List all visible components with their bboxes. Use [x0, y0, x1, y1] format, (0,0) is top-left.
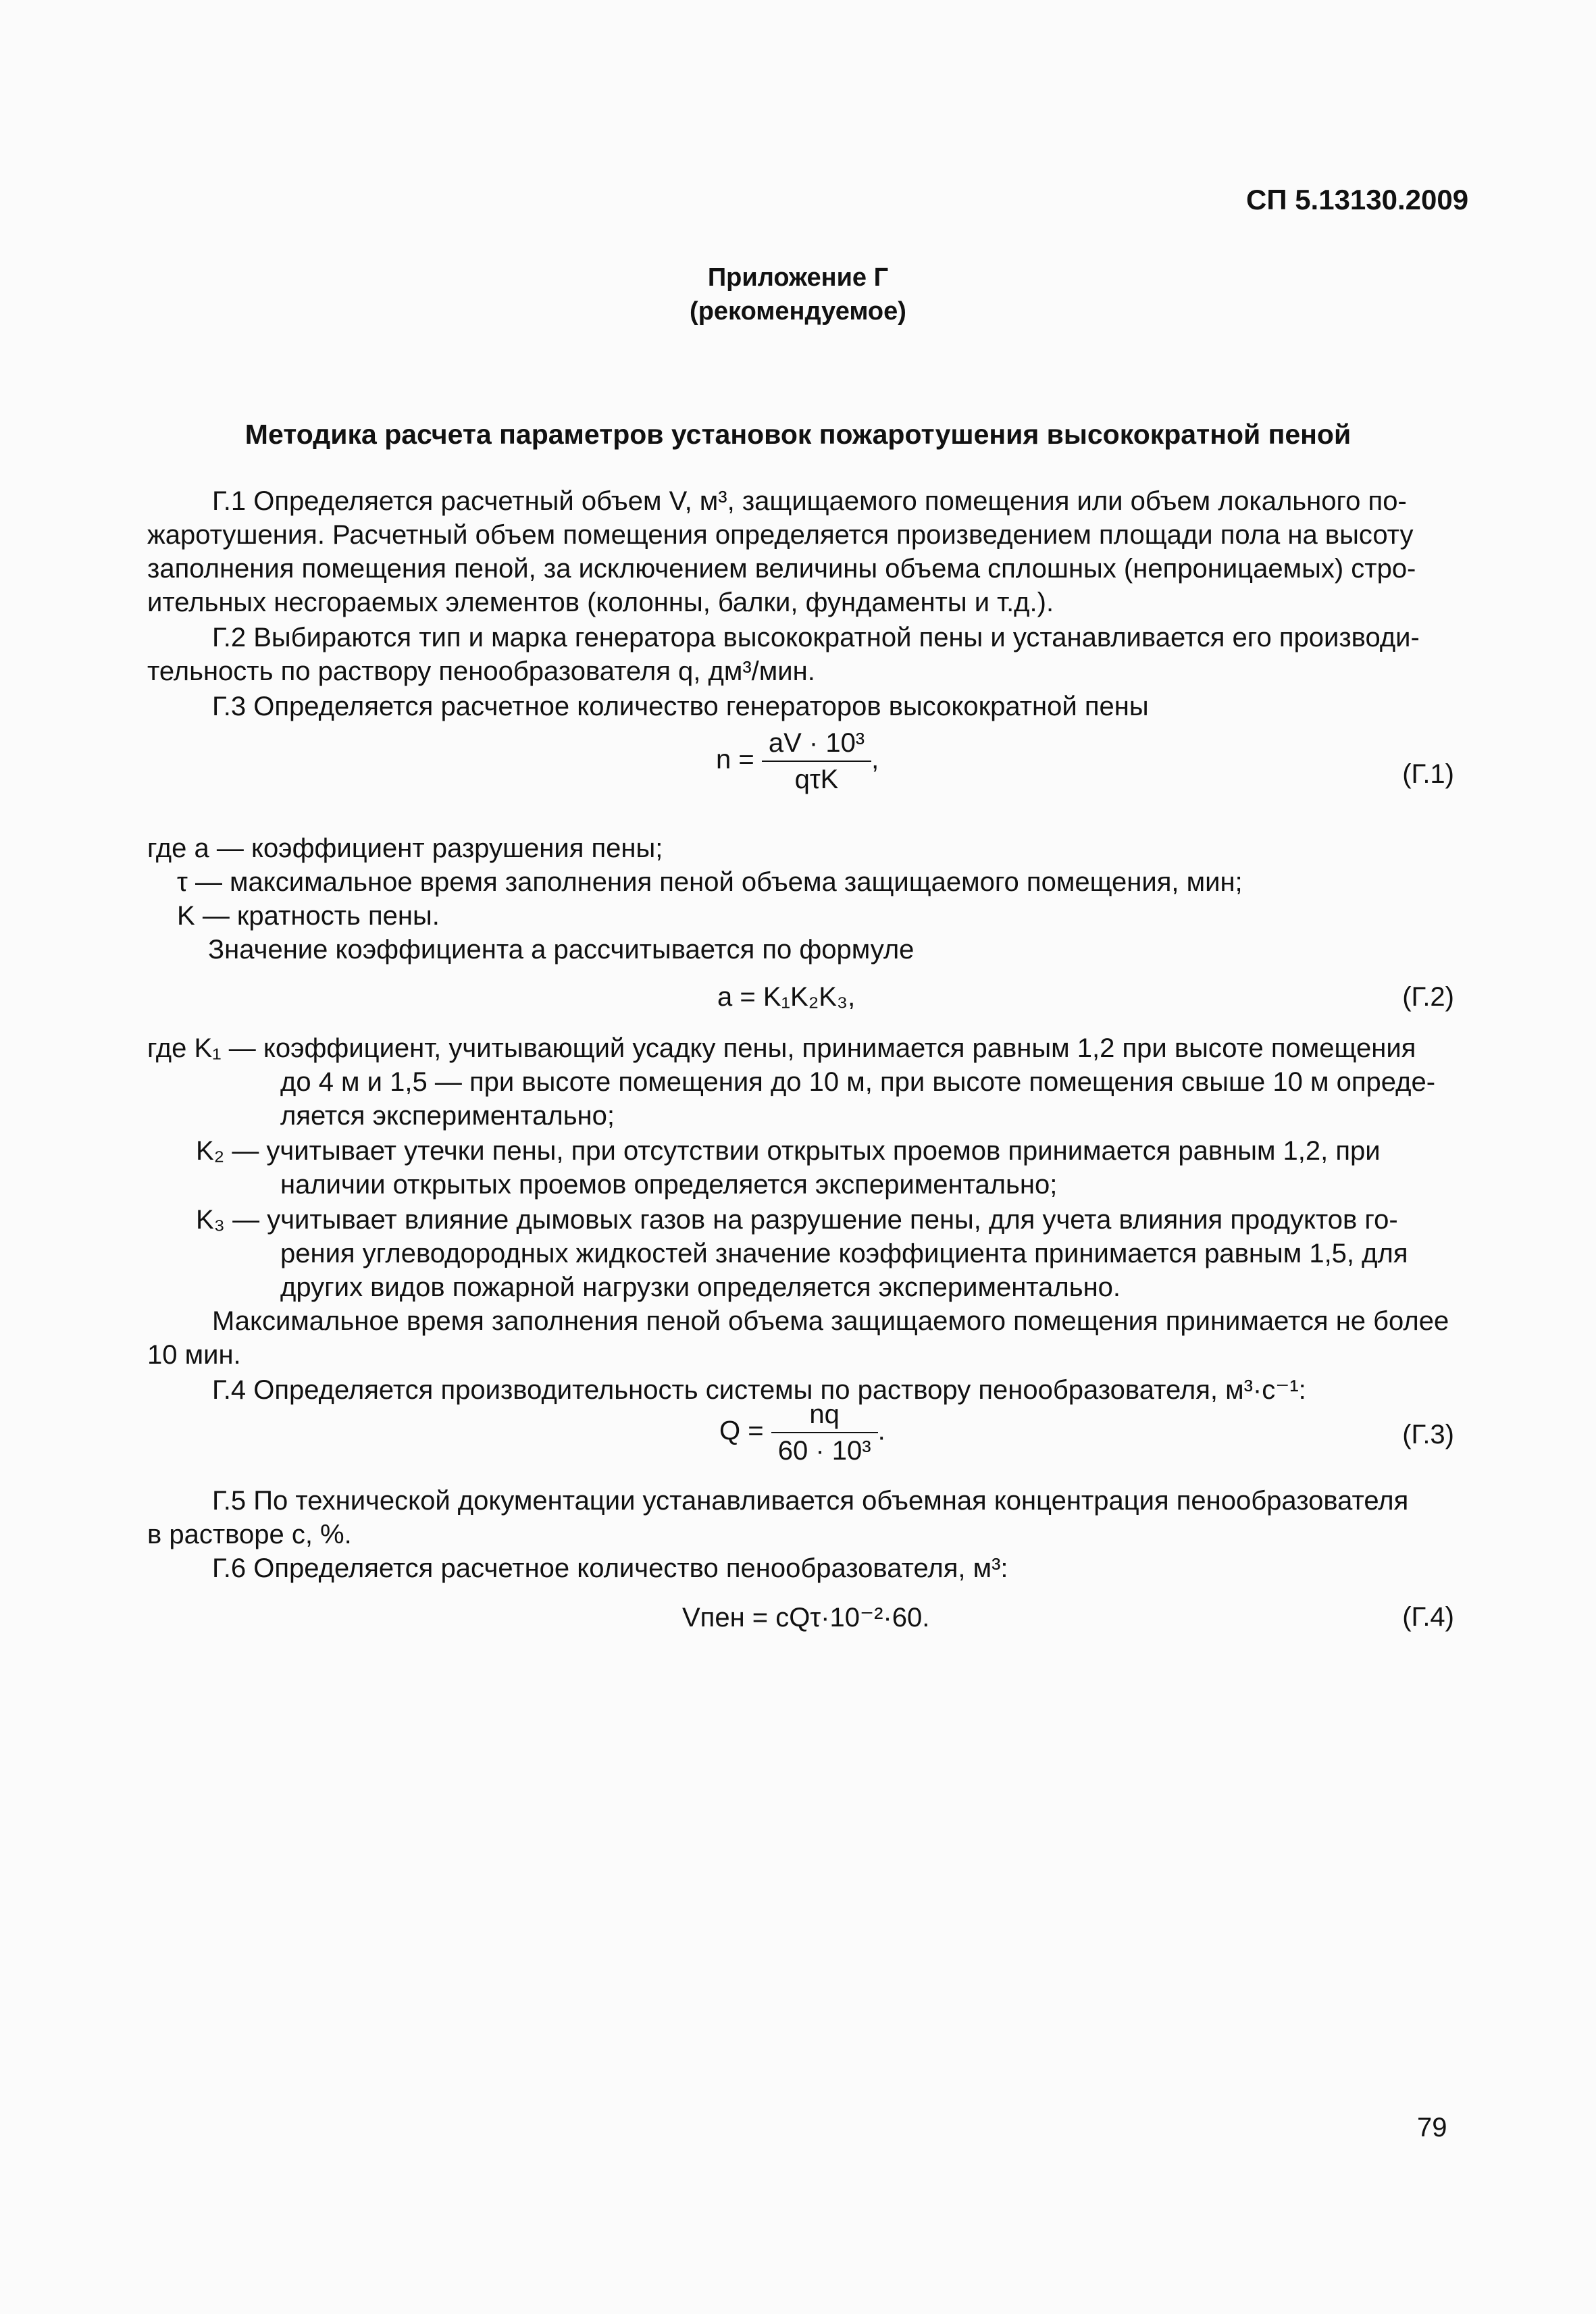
text-line: ляется экспериментально;	[280, 1101, 615, 1131]
text-line: K₃ — учитывает влияние дымовых газов на разрушение пены, для учета влияния продуктов го-	[196, 1205, 1398, 1235]
text-line: K₂ — учитывает утечки пены, при отсутствии открытых проемов принимается равным 1,2, при	[196, 1136, 1381, 1166]
equation-number: (Г.2)	[1402, 982, 1454, 1012]
formula-lhs: n =	[716, 744, 754, 775]
equation-number: (Г.1)	[1402, 759, 1454, 789]
formula-lhs: Q =	[719, 1416, 764, 1446]
document-code: СП 5.13130.2009	[1246, 184, 1469, 215]
text-line: наличии открытых проемов определяется экспериментально;	[280, 1170, 1058, 1200]
text-line: Г.1 Определяется расчетный объем V, м³, защищаемого помещения или объем локального по-	[212, 486, 1407, 516]
paragraph-g4: Г.4 Определяется производительность системы по раствору пенообразователя, м³·с⁻¹:	[212, 1375, 1306, 1405]
text-line: где K₁ — коэффициент, учитывающий усадку пены, принимается равным 1,2 при высоте помещения	[147, 1033, 1416, 1063]
formula-g4: Vпен = cQτ·10⁻²·60.	[682, 1603, 930, 1632]
text-line: Г.5 По технической документации устанавливается объемная концентрация пенообразователя	[212, 1486, 1409, 1516]
formula-fraction	[762, 725, 871, 797]
equation-number: (Г.3)	[1402, 1420, 1454, 1449]
fraction-denominator: 60 · 10³	[777, 1436, 871, 1466]
fraction-numerator: aV · 10³	[762, 725, 871, 762]
formula-g2: a = K₁K₂K₃,	[717, 982, 856, 1012]
paragraph-g6: Г.6 Определяется расчетное количество пенообразователя, м³:	[212, 1553, 1008, 1583]
variable-definition: где a — коэффициент разрушения пены;	[147, 833, 663, 863]
coefficient-intro: Значение коэффициента a рассчитывается по формуле	[208, 935, 915, 965]
appendix-subtitle: (рекомендуемое)	[690, 297, 906, 326]
fraction-numerator: nq	[771, 1397, 878, 1433]
text-line: до 4 м и 1,5 — при высоте помещения до 10 м, при высоте помещения свыше 10 м опреде-	[280, 1067, 1436, 1097]
text-line: Г.2 Выбираются тип и марка генератора высокократной пены и устанавливается его производи-	[212, 623, 1420, 652]
variable-definition: K — кратность пены.	[177, 901, 440, 931]
text-line: рения углеводородных жидкостей значение коэффициента принимается равным 1,5, для	[280, 1239, 1408, 1268]
text-line: заполнения помещения пеной, за исключением величины объема сплошных (непроницаемых) стро-	[147, 554, 1416, 584]
text-line: ительных несгораемых элементов (колонны, балки, фундаменты и т.д.).	[147, 588, 1054, 617]
text-line: других видов пожарной нагрузки определяется экспериментально.	[280, 1272, 1121, 1302]
appendix-title: Приложение Г	[707, 263, 889, 292]
text-line: в растворе c, %.	[147, 1520, 352, 1549]
section-heading: Методика расчета параметров установок пожаротушения высокократной пеной	[244, 419, 1352, 450]
text-line: тельность по раствору пенообразователя q, дм³/мин.	[147, 657, 815, 686]
text-line: жаротушения. Расчетный объем помещения определяется произведением площади пола на высоту	[147, 520, 1414, 550]
text-line: Максимальное время заполнения пеной объема защищаемого помещения принимается не более	[212, 1306, 1449, 1336]
paragraph-g3: Г.3 Определяется расчетное количество генераторов высокократной пены	[212, 692, 1149, 721]
formula-g3	[719, 1397, 885, 1468]
page-number: 79	[1417, 2113, 1447, 2142]
formula-fraction	[771, 1397, 878, 1468]
variable-definition: τ — максимальное время заполнения пеной объема защищаемого помещения, мин;	[177, 867, 1243, 897]
formula-tail: ,	[871, 744, 879, 775]
formula-g1	[716, 725, 879, 797]
text-line: 10 мин.	[147, 1340, 241, 1370]
formula-tail: .	[877, 1416, 885, 1446]
equation-number: (Г.4)	[1402, 1602, 1454, 1632]
fraction-denominator: qτK	[794, 765, 839, 794]
